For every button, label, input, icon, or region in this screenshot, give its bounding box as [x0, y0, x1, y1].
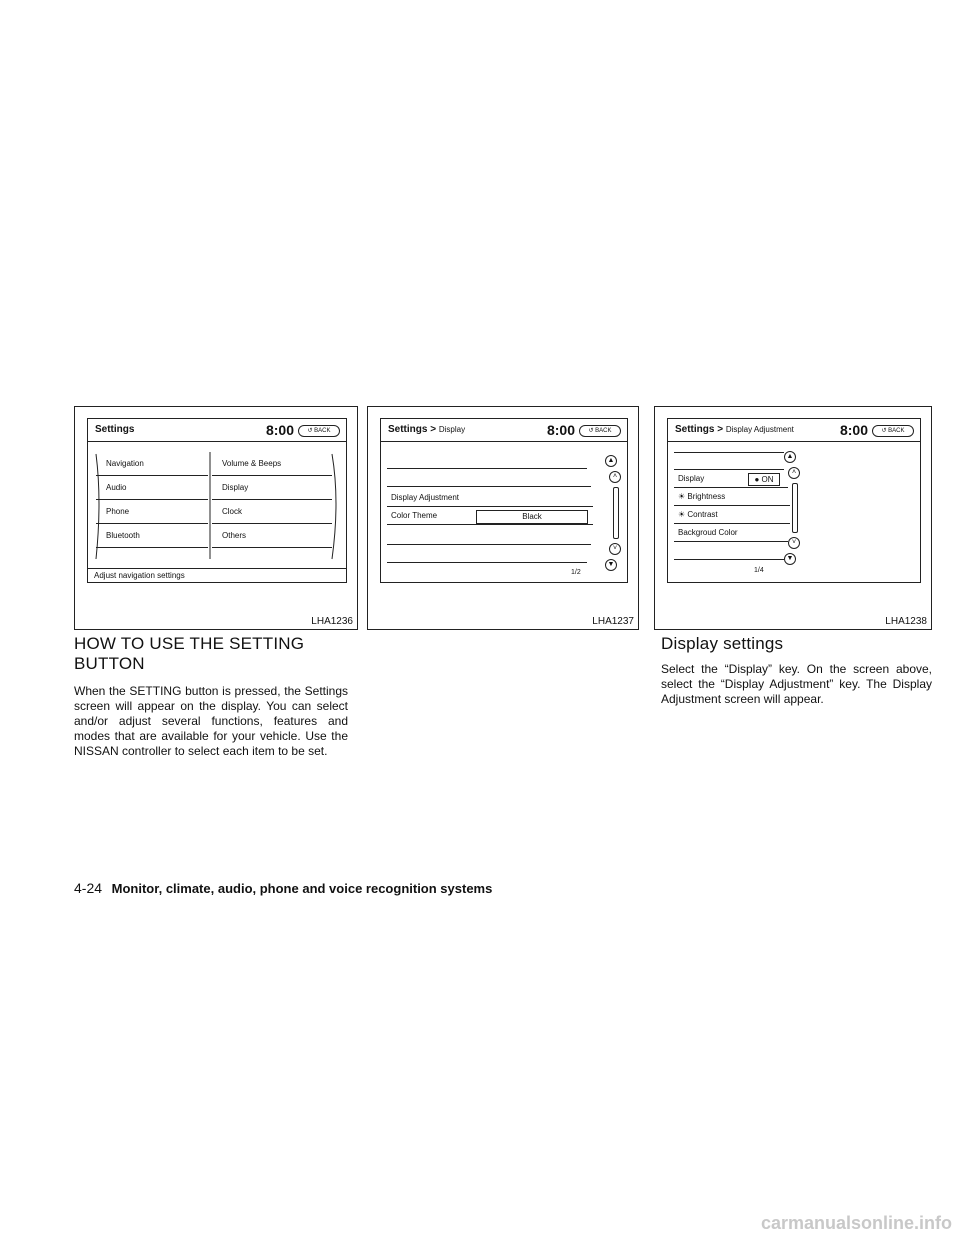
list-row-empty	[387, 527, 591, 545]
clock: 8:00	[839, 422, 868, 438]
section-heading-setting-button: HOW TO USE THE SETTING BUTTON	[74, 634, 305, 673]
back-button[interactable]: ↺ BACK	[298, 425, 340, 437]
figure-settings-screen	[74, 406, 358, 630]
menu-outline	[88, 441, 346, 566]
figure-code: LHA1236	[311, 616, 353, 627]
menu-item-volume-beeps[interactable]: Volume & Beeps	[212, 452, 332, 476]
color-theme-value[interactable]: Black	[476, 510, 588, 524]
figure-display-adjustment-screen	[654, 406, 932, 630]
scroll-down-icon[interactable]: ˅	[609, 543, 621, 555]
settings-menu	[88, 441, 346, 581]
figure-code: LHA1237	[592, 616, 634, 627]
section-body-setting-button: When the SETTING button is pressed, the Settings screen will appear on the display. You can select and/or adjust several functions, features and modes that are available for your vehicle. Use the NISSAN controller to select each item to be set.	[74, 684, 348, 758]
scroll-down-icon[interactable]: ˅	[788, 537, 800, 549]
screen-header	[381, 419, 627, 442]
clock: 8:00	[546, 422, 575, 438]
scroll-bottom-icon[interactable]: ▼	[784, 553, 796, 565]
screen-title: Settings > Display	[388, 424, 466, 435]
clock: 8:00	[265, 422, 294, 438]
screen-header	[88, 419, 346, 442]
menu-item-bluetooth[interactable]: Bluetooth	[96, 524, 208, 548]
settings-screen	[87, 418, 347, 583]
scroll-up-icon[interactable]: ˄	[788, 467, 800, 479]
section-heading-display-settings: Display settings	[661, 634, 784, 653]
screen-header	[668, 419, 920, 442]
page-indicator: 1/2	[571, 569, 581, 576]
list-row-empty	[674, 542, 784, 560]
screen-title: Settings	[95, 424, 135, 435]
figure-code: LHA1238	[885, 616, 927, 627]
back-button[interactable]: ↺ BACK	[579, 425, 621, 437]
page-indicator: 1/4	[754, 567, 764, 574]
list-row-contrast[interactable]: ☀ Contrast	[674, 506, 790, 524]
list-row-color-theme[interactable]: Color Theme	[387, 507, 593, 525]
display-adjustment-screen	[667, 418, 921, 583]
page-footer	[74, 880, 492, 896]
list-row-empty	[387, 469, 591, 487]
chapter-title: Monitor, climate, audio, phone and voice recognition systems	[111, 881, 493, 896]
list-row-empty	[387, 545, 587, 563]
display-toggle[interactable]: ● ON	[748, 473, 780, 486]
scroll-bottom-icon[interactable]: ▼	[605, 559, 617, 571]
screen-title: Settings > Display Adjustment	[675, 424, 794, 435]
scroll-top-icon[interactable]: ▲	[784, 451, 796, 463]
scroll-up-icon[interactable]: ˄	[609, 471, 621, 483]
scroll-top-icon[interactable]: ▲	[605, 455, 617, 467]
list-row-empty	[387, 451, 587, 469]
menu-item-phone[interactable]: Phone	[96, 500, 208, 524]
menu-item-navigation[interactable]: Navigation	[96, 452, 208, 476]
display-screen	[380, 418, 628, 583]
menu-item-others[interactable]: Others	[212, 524, 332, 548]
back-button[interactable]: ↺ BACK	[872, 425, 914, 437]
page-number: 4-24	[74, 880, 103, 896]
watermark: carmanualsonline.info	[760, 1213, 952, 1233]
list-row-background-color[interactable]: Backgroud Color	[674, 524, 788, 542]
scrollbar[interactable]	[613, 487, 619, 539]
status-bar: Adjust navigation settings	[88, 568, 346, 582]
list-row-brightness[interactable]: ☀ Brightness	[674, 488, 790, 506]
menu-item-display[interactable]: Display	[212, 476, 332, 500]
list-row-display-adjustment[interactable]: Display Adjustment	[387, 489, 593, 507]
menu-item-audio[interactable]: Audio	[96, 476, 208, 500]
scrollbar[interactable]	[792, 483, 798, 533]
menu-item-clock[interactable]: Clock	[212, 500, 332, 524]
figure-display-screen	[367, 406, 639, 630]
list-row-empty	[674, 452, 784, 470]
list-row-display[interactable]: Display	[674, 470, 788, 488]
section-body-display-settings: Select the “Display” key. On the screen above, select the “Display Adjustment” key. The Display Adjustment screen will appear.	[661, 662, 932, 706]
